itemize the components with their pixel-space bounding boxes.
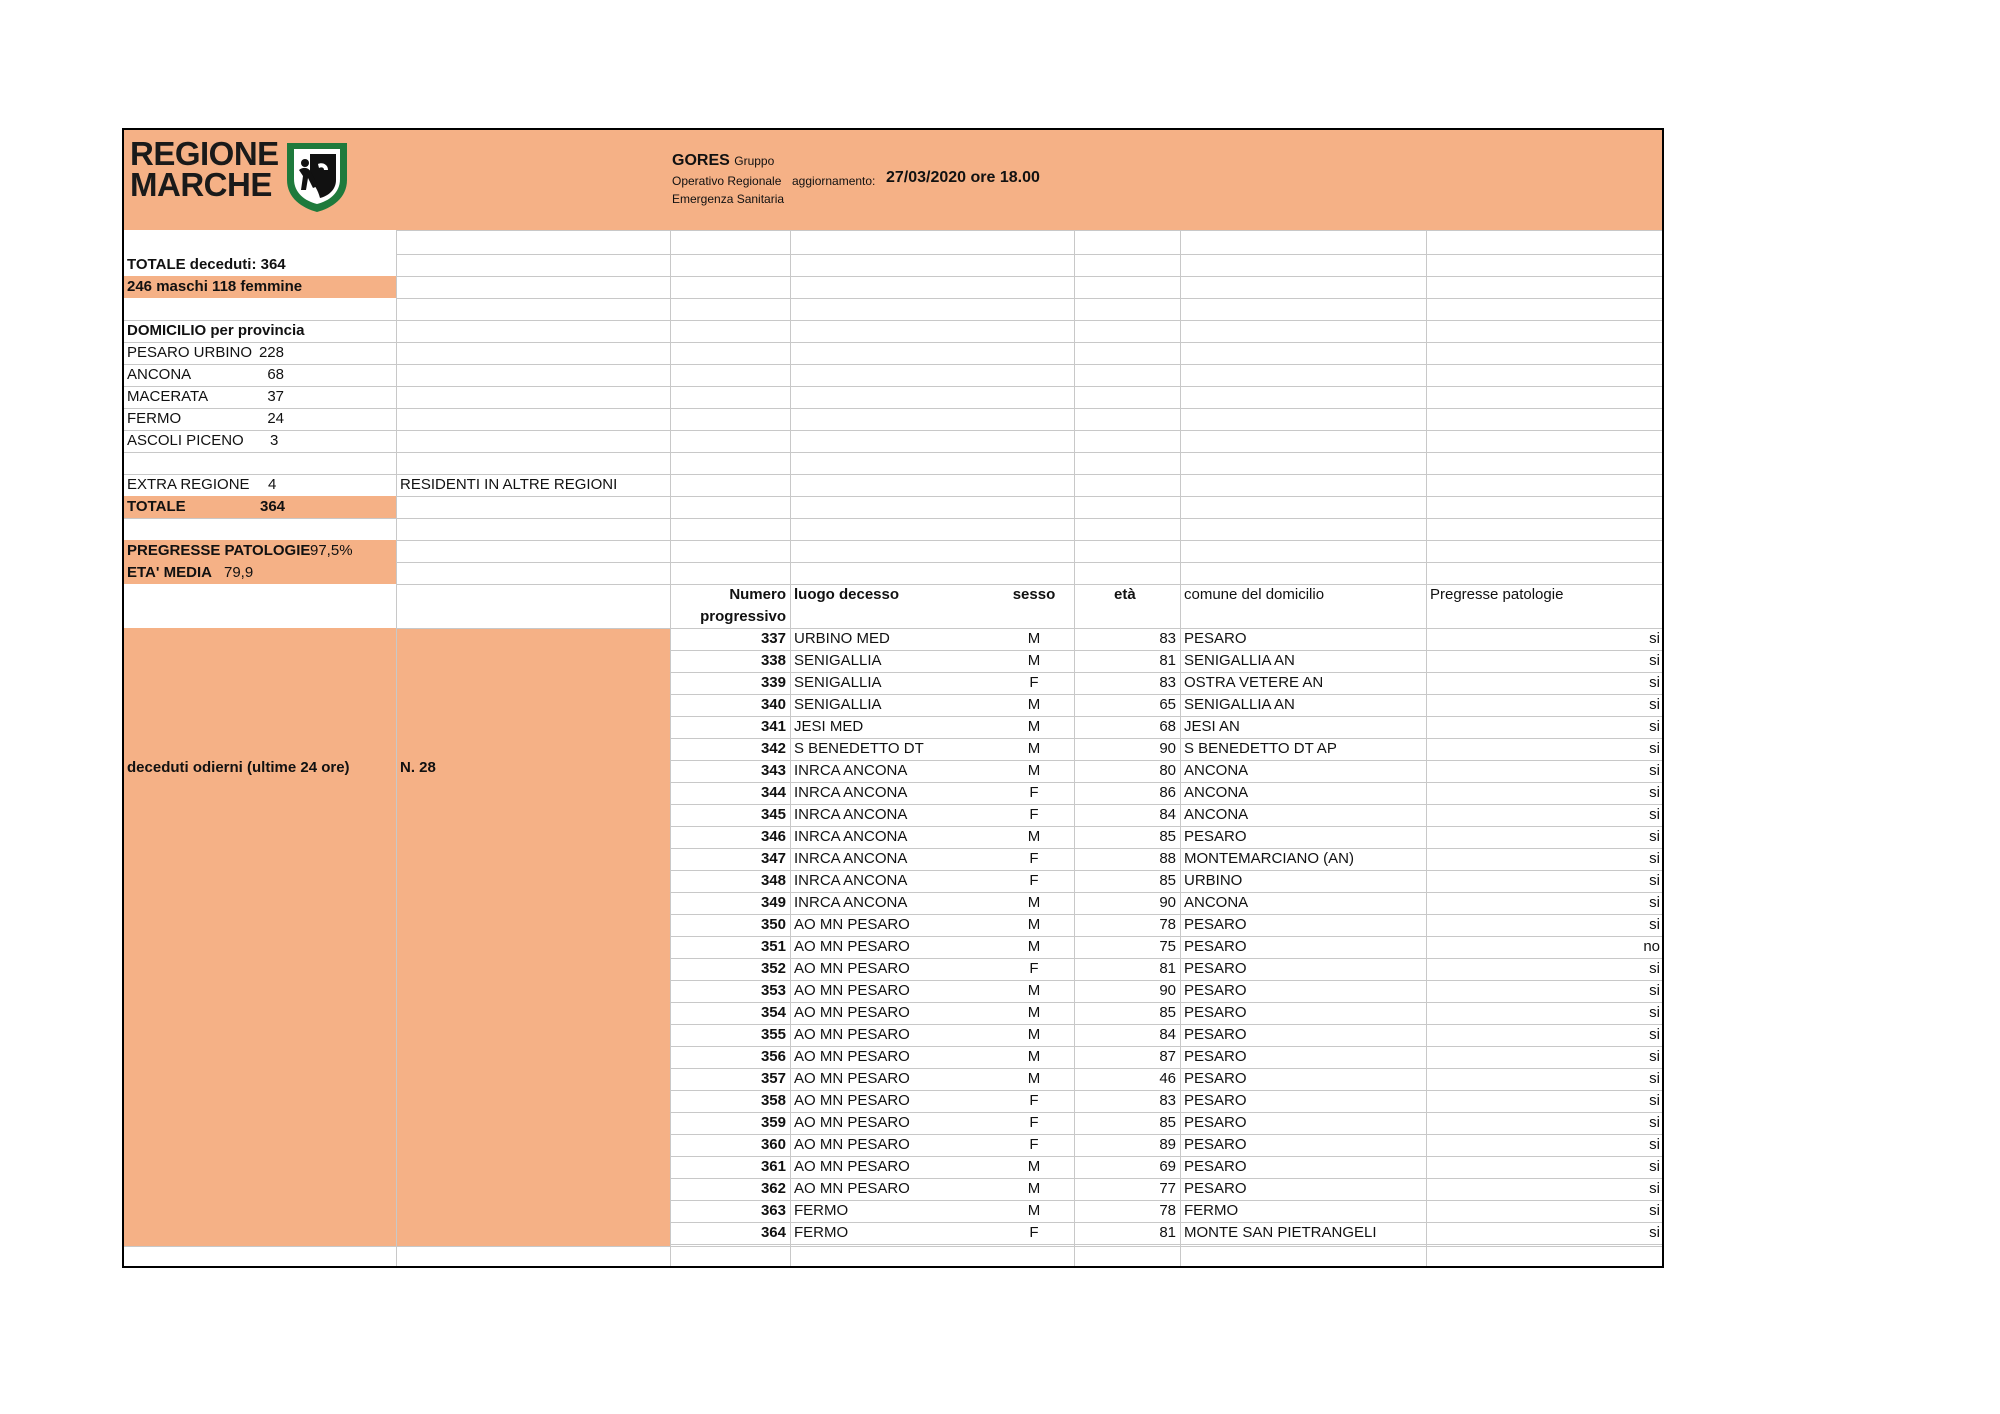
grid-row-line bbox=[396, 562, 1662, 563]
cell-numero: 361 bbox=[760, 1158, 786, 1175]
gores-label: GORES bbox=[672, 152, 730, 169]
cell-luogo: URBINO MED bbox=[794, 630, 890, 647]
cell-luogo: AO MN PESARO bbox=[794, 1180, 910, 1197]
cell-sesso: M bbox=[1027, 718, 1041, 735]
cell-sesso: M bbox=[1027, 1180, 1041, 1197]
cell-patologie: si bbox=[1649, 630, 1660, 647]
cell-patologie: si bbox=[1649, 982, 1660, 999]
province-value: 24 bbox=[267, 410, 284, 427]
aggiornamento-value: 27/03/2020 ore 18.00 bbox=[886, 169, 1040, 186]
cell-eta: 83 bbox=[1159, 674, 1176, 691]
cell-eta: 85 bbox=[1159, 828, 1176, 845]
cell-comune: URBINO bbox=[1184, 872, 1243, 889]
cell-patologie: si bbox=[1649, 806, 1660, 823]
cell-patologie: no bbox=[1643, 938, 1660, 955]
aggiornamento-label: aggiornamento: bbox=[792, 174, 876, 188]
cell-patologie: si bbox=[1649, 1224, 1660, 1241]
odierni-label: deceduti odierni (ultime 24 ore) bbox=[127, 759, 350, 776]
cell-patologie: si bbox=[1649, 1136, 1660, 1153]
cell-patologie: si bbox=[1649, 1202, 1660, 1219]
cell-patologie: si bbox=[1649, 1158, 1660, 1175]
cell-numero: 352 bbox=[760, 960, 786, 977]
cell-comune: PESARO bbox=[1184, 938, 1247, 955]
cell-luogo: INRCA ANCONA bbox=[794, 872, 908, 889]
cell-sesso: M bbox=[1027, 982, 1041, 999]
cell-luogo: AO MN PESARO bbox=[794, 1136, 910, 1153]
grid-row-line bbox=[396, 298, 1662, 299]
cell-patologie: si bbox=[1649, 850, 1660, 867]
cell-patologie: si bbox=[1649, 916, 1660, 933]
cell-comune: ANCONA bbox=[1184, 806, 1249, 823]
cell-eta: 88 bbox=[1159, 850, 1176, 867]
cell-patologie: si bbox=[1649, 960, 1660, 977]
header-eta: età bbox=[1114, 586, 1136, 603]
cell-patologie: si bbox=[1649, 784, 1660, 801]
cell-sesso: M bbox=[1027, 740, 1041, 757]
cell-comune: MONTEMARCIANO (AN) bbox=[1184, 850, 1354, 867]
cell-comune: PESARO bbox=[1184, 828, 1247, 845]
cell-sesso: F bbox=[1029, 674, 1039, 691]
cell-eta: 90 bbox=[1159, 982, 1176, 999]
cell-sesso: M bbox=[1027, 652, 1041, 669]
cell-patologie: si bbox=[1649, 740, 1660, 757]
cell-sesso: M bbox=[1027, 1070, 1041, 1087]
cell-eta: 83 bbox=[1159, 630, 1176, 647]
extra-regione-value: 4 bbox=[268, 476, 277, 493]
cell-luogo: INRCA ANCONA bbox=[794, 850, 908, 867]
grid-row-line bbox=[124, 1246, 1662, 1247]
emergenza-label: Emergenza Sanitaria bbox=[672, 192, 785, 206]
cell-eta: 75 bbox=[1159, 938, 1176, 955]
province-name: ANCONA bbox=[127, 366, 192, 383]
cell-luogo: INRCA ANCONA bbox=[794, 784, 908, 801]
cell-eta: 85 bbox=[1159, 1004, 1176, 1021]
eta-media-value: 79,9 bbox=[224, 564, 254, 581]
residenti-note: RESIDENTI IN ALTRE REGIONI bbox=[400, 476, 618, 493]
grid-row-line bbox=[670, 1244, 1662, 1245]
cell-eta: 77 bbox=[1159, 1180, 1176, 1197]
cell-luogo: AO MN PESARO bbox=[794, 1092, 910, 1109]
cell-comune: ANCONA bbox=[1184, 762, 1249, 779]
grid-row-line bbox=[396, 496, 1662, 497]
cell-numero: 344 bbox=[760, 784, 786, 801]
cell-sesso: F bbox=[1029, 960, 1039, 977]
cell-sesso: F bbox=[1029, 1224, 1039, 1241]
cell-numero: 363 bbox=[760, 1202, 786, 1219]
cell-numero: 359 bbox=[760, 1114, 786, 1131]
cell-eta: 84 bbox=[1159, 806, 1176, 823]
cell-patologie: si bbox=[1649, 1026, 1660, 1043]
cell-sesso: M bbox=[1027, 1158, 1041, 1175]
operativo-label: Operativo Regionale bbox=[672, 174, 782, 188]
grid-row-line bbox=[396, 254, 1662, 255]
cell-luogo: S BENEDETTO DT bbox=[794, 740, 924, 757]
cell-comune: PESARO bbox=[1184, 1092, 1247, 1109]
cell-sesso: M bbox=[1027, 1048, 1041, 1065]
cell-patologie: si bbox=[1649, 1092, 1660, 1109]
cell-sesso: M bbox=[1027, 916, 1041, 933]
cell-numero: 339 bbox=[760, 674, 786, 691]
province-name: ASCOLI PICENO bbox=[127, 432, 244, 449]
cell-comune: S BENEDETTO DT AP bbox=[1184, 740, 1337, 757]
cell-comune: PESARO bbox=[1184, 1070, 1247, 1087]
cell-sesso: F bbox=[1029, 784, 1039, 801]
cell-comune: ANCONA bbox=[1184, 894, 1249, 911]
cell-numero: 341 bbox=[760, 718, 786, 735]
cell-luogo: FERMO bbox=[794, 1202, 849, 1219]
cell-patologie: si bbox=[1649, 894, 1660, 911]
cell-patologie: si bbox=[1649, 872, 1660, 889]
cell-luogo: AO MN PESARO bbox=[794, 1026, 910, 1043]
eta-media-label: ETA' MEDIA bbox=[127, 564, 212, 581]
cell-comune: SENIGALLIA AN bbox=[1184, 696, 1295, 713]
cell-numero: 340 bbox=[760, 696, 786, 713]
grid-row-line bbox=[396, 320, 1662, 321]
cell-eta: 81 bbox=[1159, 1224, 1176, 1241]
province-value: 3 bbox=[270, 432, 279, 449]
province-name: MACERATA bbox=[127, 388, 209, 405]
pregresse-label: PREGRESSE PATOLOGIE bbox=[127, 542, 311, 559]
cell-luogo: INRCA ANCONA bbox=[794, 894, 908, 911]
cell-eta: 68 bbox=[1159, 718, 1176, 735]
cell-eta: 84 bbox=[1159, 1026, 1176, 1043]
grid-row-line bbox=[124, 518, 396, 519]
domicilio-title: DOMICILIO per provincia bbox=[127, 322, 305, 339]
cell-luogo: AO MN PESARO bbox=[794, 982, 910, 999]
cell-numero: 355 bbox=[760, 1026, 786, 1043]
cell-sesso: F bbox=[1029, 1136, 1039, 1153]
totale-label: TOTALE bbox=[127, 498, 186, 515]
cell-comune: FERMO bbox=[1184, 1202, 1239, 1219]
cell-numero: 342 bbox=[760, 740, 786, 757]
grid-row-line bbox=[396, 452, 1662, 453]
grid-row-line bbox=[396, 386, 1662, 387]
totale-value: 364 bbox=[260, 498, 286, 515]
cell-numero: 358 bbox=[760, 1092, 786, 1109]
cell-eta: 46 bbox=[1159, 1070, 1176, 1087]
gores-title bbox=[672, 150, 774, 172]
grid-row-line bbox=[396, 540, 1662, 541]
cell-patologie: si bbox=[1649, 1004, 1660, 1021]
cell-luogo: SENIGALLIA bbox=[794, 696, 882, 713]
header-patologie: Pregresse patologie bbox=[1430, 586, 1564, 603]
cell-numero: 343 bbox=[760, 762, 786, 779]
cell-luogo: AO MN PESARO bbox=[794, 1004, 910, 1021]
cell-comune: PESARO bbox=[1184, 1158, 1247, 1175]
cell-eta: 83 bbox=[1159, 1092, 1176, 1109]
cell-eta: 85 bbox=[1159, 1114, 1176, 1131]
cell-patologie: si bbox=[1649, 1070, 1660, 1087]
cell-numero: 364 bbox=[760, 1224, 786, 1241]
province-name: PESARO URBINO bbox=[127, 344, 253, 361]
cell-sesso: M bbox=[1027, 1026, 1041, 1043]
cell-comune: PESARO bbox=[1184, 1136, 1247, 1153]
cell-luogo: FERMO bbox=[794, 1224, 849, 1241]
cell-luogo: SENIGALLIA bbox=[794, 652, 882, 669]
cell-patologie: si bbox=[1649, 652, 1660, 669]
cell-patologie: si bbox=[1649, 828, 1660, 845]
odierni-fill bbox=[124, 628, 670, 1246]
logo-wordmark: REGIONE MARCHE bbox=[130, 135, 279, 203]
gruppo-label: Gruppo bbox=[734, 154, 775, 168]
cell-sesso: M bbox=[1027, 762, 1041, 779]
cell-eta: 87 bbox=[1159, 1048, 1176, 1065]
province-value: 228 bbox=[258, 344, 284, 361]
grid-row-line bbox=[396, 408, 1662, 409]
header-band bbox=[124, 130, 1662, 230]
gender-split: 246 maschi 118 femmine bbox=[127, 278, 303, 295]
header-luogo: luogo decesso bbox=[794, 586, 900, 603]
cell-comune: PESARO bbox=[1184, 1026, 1247, 1043]
cell-patologie: si bbox=[1649, 1180, 1660, 1197]
cell-numero: 351 bbox=[760, 938, 786, 955]
cell-patologie: si bbox=[1649, 674, 1660, 691]
cell-numero: 357 bbox=[760, 1070, 786, 1087]
cell-luogo: INRCA ANCONA bbox=[794, 828, 908, 845]
cell-eta: 90 bbox=[1159, 894, 1176, 911]
header-comune: comune del domicilio bbox=[1184, 586, 1325, 603]
totale-deceduti: TOTALE deceduti: 364 bbox=[127, 256, 286, 273]
cell-eta: 78 bbox=[1159, 916, 1176, 933]
cell-eta: 85 bbox=[1159, 872, 1176, 889]
cell-comune: PESARO bbox=[1184, 916, 1247, 933]
cell-luogo: AO MN PESARO bbox=[794, 1114, 910, 1131]
cell-comune: PESARO bbox=[1184, 1114, 1247, 1131]
cell-eta: 90 bbox=[1159, 740, 1176, 757]
cell-luogo: AO MN PESARO bbox=[794, 938, 910, 955]
cell-patologie: si bbox=[1649, 1048, 1660, 1065]
cell-sesso: M bbox=[1027, 894, 1041, 911]
cell-comune: MONTE SAN PIETRANGELI bbox=[1184, 1224, 1377, 1241]
cell-eta: 80 bbox=[1159, 762, 1176, 779]
grid-row-line bbox=[396, 430, 1662, 431]
cell-luogo: JESI MED bbox=[794, 718, 864, 735]
grid-row-line bbox=[124, 452, 396, 453]
cell-sesso: M bbox=[1027, 828, 1041, 845]
cell-numero: 349 bbox=[760, 894, 786, 911]
cell-numero: 350 bbox=[760, 916, 786, 933]
header-progressivo: progressivo bbox=[700, 608, 786, 625]
cell-comune: PESARO bbox=[1184, 1180, 1247, 1197]
cell-luogo: INRCA ANCONA bbox=[794, 806, 908, 823]
cell-comune: OSTRA VETERE AN bbox=[1184, 674, 1324, 691]
cell-luogo: INRCA ANCONA bbox=[794, 762, 908, 779]
cell-sesso: M bbox=[1027, 696, 1041, 713]
pregresse-value: 97,5% bbox=[310, 542, 353, 559]
header-sesso: sesso bbox=[1012, 586, 1056, 603]
grid-row-line bbox=[396, 342, 1662, 343]
grid-row-line bbox=[396, 230, 1662, 231]
cell-sesso: F bbox=[1029, 1092, 1039, 1109]
province-value: 37 bbox=[267, 388, 284, 405]
cell-comune: PESARO bbox=[1184, 1048, 1247, 1065]
cell-eta: 81 bbox=[1159, 652, 1176, 669]
cell-luogo: SENIGALLIA bbox=[794, 674, 882, 691]
cell-comune: SENIGALLIA AN bbox=[1184, 652, 1295, 669]
cell-numero: 337 bbox=[760, 630, 786, 647]
cell-numero: 347 bbox=[760, 850, 786, 867]
cell-sesso: F bbox=[1029, 850, 1039, 867]
cell-numero: 353 bbox=[760, 982, 786, 999]
cell-sesso: M bbox=[1027, 1004, 1041, 1021]
cell-luogo: AO MN PESARO bbox=[794, 960, 910, 977]
cell-numero: 356 bbox=[760, 1048, 786, 1065]
header-numero: Numero bbox=[729, 586, 786, 603]
cell-eta: 78 bbox=[1159, 1202, 1176, 1219]
cell-sesso: M bbox=[1027, 630, 1041, 647]
cell-comune: ANCONA bbox=[1184, 784, 1249, 801]
province-name: FERMO bbox=[127, 410, 182, 427]
cell-patologie: si bbox=[1649, 696, 1660, 713]
cell-sesso: F bbox=[1029, 806, 1039, 823]
cell-eta: 81 bbox=[1159, 960, 1176, 977]
shield-icon bbox=[284, 140, 350, 214]
cell-numero: 345 bbox=[760, 806, 786, 823]
cell-numero: 348 bbox=[760, 872, 786, 889]
regione-marche-logo bbox=[130, 135, 360, 218]
cell-patologie: si bbox=[1649, 1114, 1660, 1131]
cell-numero: 362 bbox=[760, 1180, 786, 1197]
cell-numero: 354 bbox=[760, 1004, 786, 1021]
cell-sesso: F bbox=[1029, 872, 1039, 889]
cell-luogo: AO MN PESARO bbox=[794, 916, 910, 933]
grid-row-line bbox=[396, 276, 1662, 277]
cell-sesso: F bbox=[1029, 1114, 1039, 1131]
grid-row-line bbox=[396, 364, 1662, 365]
province-value: 68 bbox=[267, 366, 284, 383]
cell-eta: 65 bbox=[1159, 696, 1176, 713]
cell-luogo: AO MN PESARO bbox=[794, 1158, 910, 1175]
cell-comune: JESI AN bbox=[1184, 718, 1240, 735]
cell-eta: 86 bbox=[1159, 784, 1176, 801]
cell-patologie: si bbox=[1649, 762, 1660, 779]
cell-comune: PESARO bbox=[1184, 630, 1247, 647]
odierni-value: N. 28 bbox=[400, 759, 436, 776]
cell-eta: 89 bbox=[1159, 1136, 1176, 1153]
report-sheet bbox=[122, 128, 1664, 1268]
cell-sesso: M bbox=[1027, 938, 1041, 955]
grid-row-line bbox=[396, 518, 1662, 519]
cell-comune: PESARO bbox=[1184, 960, 1247, 977]
cell-comune: PESARO bbox=[1184, 1004, 1247, 1021]
extra-regione-label: EXTRA REGIONE bbox=[127, 476, 250, 493]
cell-patologie: si bbox=[1649, 718, 1660, 735]
cell-numero: 338 bbox=[760, 652, 786, 669]
cell-eta: 69 bbox=[1159, 1158, 1176, 1175]
cell-numero: 360 bbox=[760, 1136, 786, 1153]
cell-luogo: AO MN PESARO bbox=[794, 1048, 910, 1065]
cell-comune: PESARO bbox=[1184, 982, 1247, 999]
cell-numero: 346 bbox=[760, 828, 786, 845]
cell-sesso: M bbox=[1027, 1202, 1041, 1219]
cell-luogo: AO MN PESARO bbox=[794, 1070, 910, 1087]
